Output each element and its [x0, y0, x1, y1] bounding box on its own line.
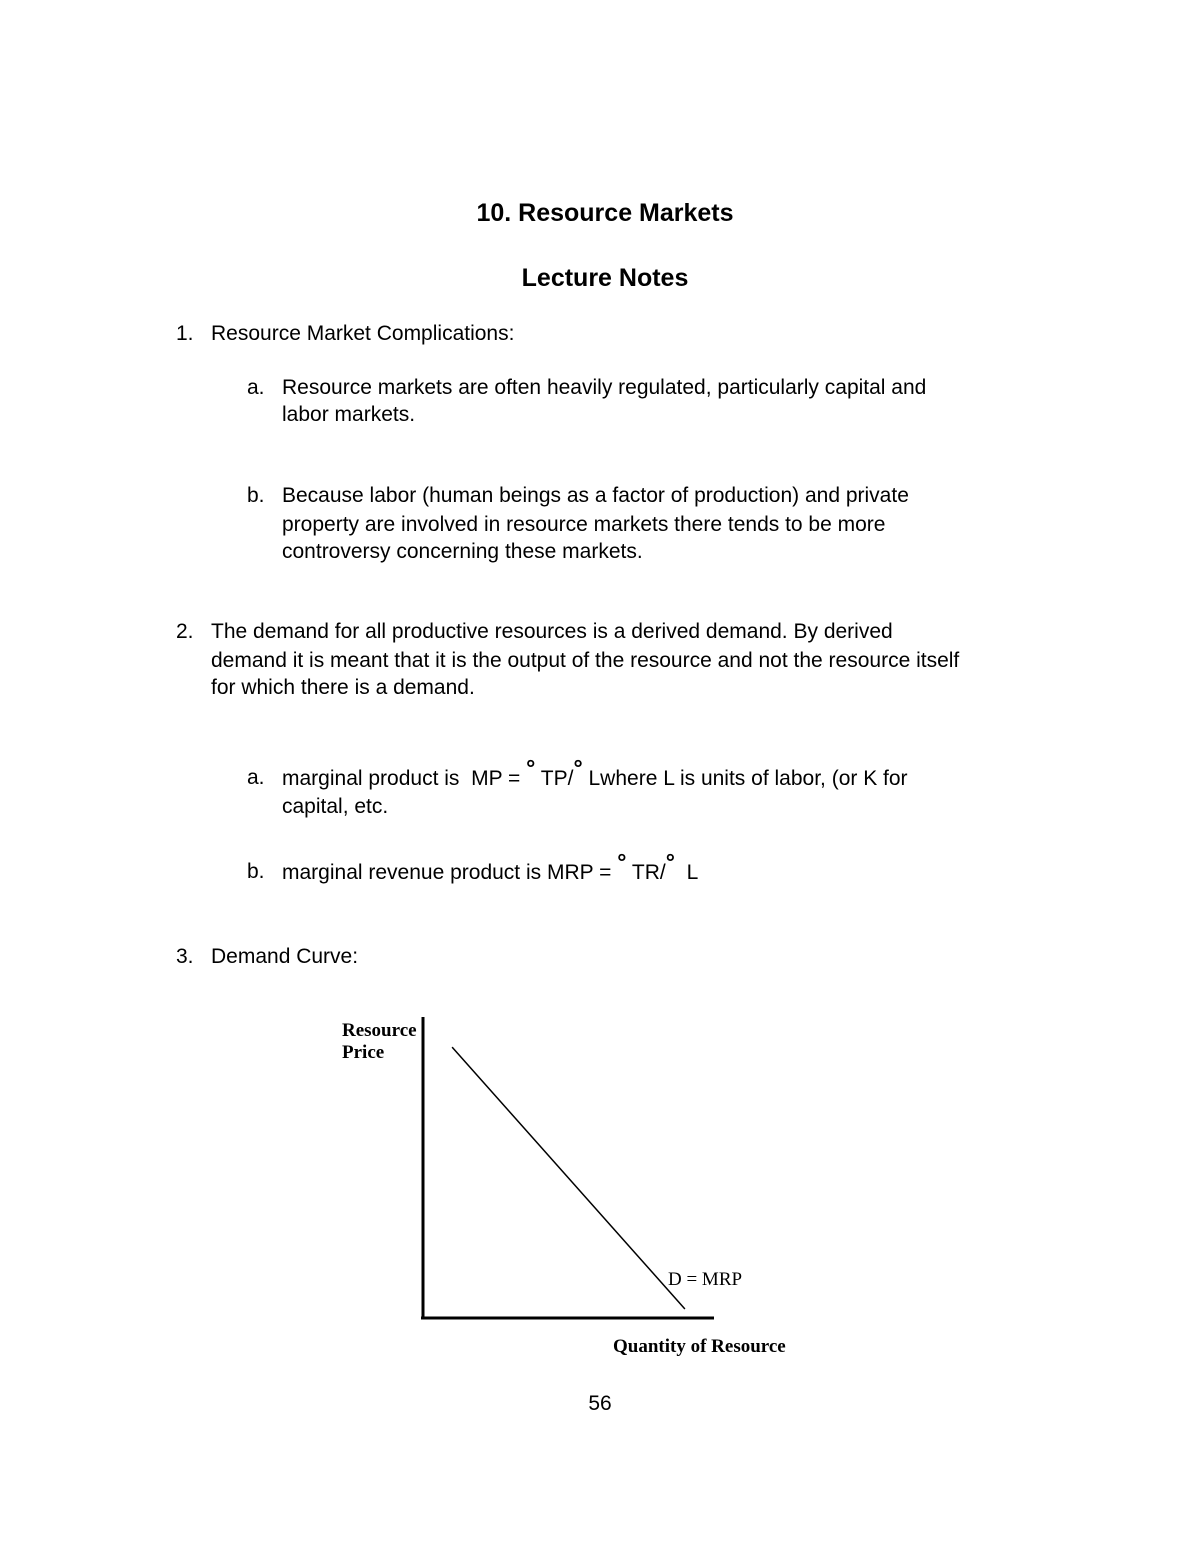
demand-curve-label: D = MRP [668, 1269, 743, 1290]
item-2-line2: demand it is meant that it is the output of the resource and not the resource itself [211, 649, 960, 672]
item-2a-letter: a. [247, 766, 265, 789]
item-3-number: 3. [176, 945, 194, 968]
item-2-line3: for which there is a demand. [211, 676, 475, 699]
item-2a-suffix: Lwhere L is units of labor, (or K for [582, 767, 908, 790]
delta-icon: ° [526, 755, 536, 781]
item-1b-line1: Because labor (human beings as a factor of production) and private [282, 484, 909, 507]
item-1b-line3: controversy concerning these markets. [282, 540, 643, 563]
item-1a-line1: Resource markets are often heavily regulated, particularly capital and [282, 376, 927, 399]
item-2a-prefix: marginal product is MP = [282, 767, 527, 790]
item-3-text: Demand Curve: [211, 945, 359, 968]
item-1-text: Resource Market Complications: [211, 322, 515, 345]
y-axis-label-line2: Price [342, 1042, 385, 1063]
item-1-number: 1. [176, 322, 194, 345]
x-axis-label: Quantity of Resource [613, 1336, 786, 1357]
page-number: 56 [588, 1392, 612, 1415]
item-2-line1: The demand for all productive resources is a derived demand. By derived [211, 620, 893, 643]
item-2a-line2: capital, etc. [282, 795, 389, 818]
item-1b-line2: property are involved in resource markets there tends to be more [282, 513, 886, 536]
page-subtitle: Lecture Notes [521, 264, 689, 292]
item-2-number: 2. [176, 620, 194, 643]
item-2a-mid: TP/ [535, 767, 574, 790]
item-2b-mid: TR/ [626, 861, 666, 884]
delta-icon: ° [665, 849, 675, 875]
delta-icon: ° [573, 755, 583, 781]
item-2b-suffix: L [674, 861, 699, 884]
item-2b-prefix: marginal revenue product is MRP = [282, 861, 618, 884]
item-1a-line2: labor markets. [282, 403, 416, 426]
delta-icon: ° [617, 849, 627, 875]
y-axis-label-line1: Resource [342, 1020, 417, 1041]
demand-curve-line [452, 1047, 685, 1309]
item-1b-letter: b. [247, 484, 265, 507]
item-2b-letter: b. [247, 860, 265, 883]
page-title: 10. Resource Markets [476, 199, 734, 227]
item-1a-letter: a. [247, 376, 265, 399]
